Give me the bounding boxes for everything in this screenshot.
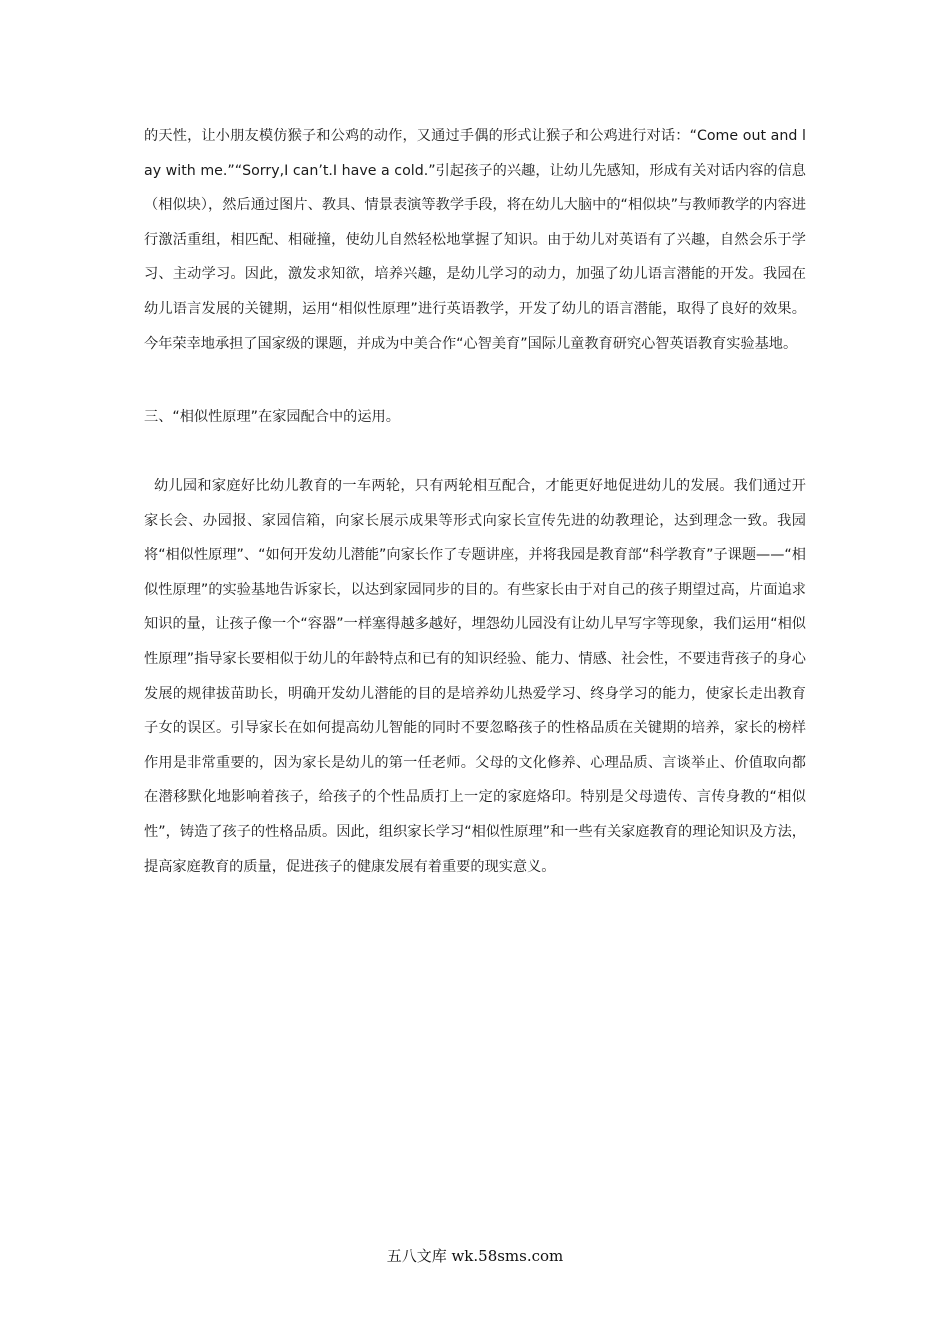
section-heading-3: 三、“相似性原理”在家园配合中的运用。 [144, 409, 400, 425]
footer-watermark: 五八文库 wk.58sms.com [386, 1247, 564, 1265]
body-paragraph-1: 的天性，让小朋友模仿猴子和公鸡的动作，又通过手偶的形式让猴子和公鸡进行对话：“Come out and lay with me.”“Sorry,I can’t.I have a cold.”引起孩子的兴趣，让幼儿先感知，形成有关对话内容的信息（相似块），然后通过图片、教具、情景表演等教学手段，将在幼儿大脑中的“相似块”与教师教学的内容进行激活重组，相匹配、相碰撞，使幼儿自然轻松地掌握了知识。由于幼儿对英语有了兴趣，自然会乐于学习、主动学习。因此，激发求知欲，培养兴趣，是幼儿学习的动力，加强了幼儿语言潜能的开发。我园在幼儿语言发展的关键期，运用“相似性原理”进行英语教学，开发了幼儿的语言潜能，取得了良好的效果。今年荣幸地承担了国家级的课题，并成为中美合作“心智美育”国际儿童教育研究心智英语教育实验基地。 [144, 128, 806, 352]
body-paragraph-2: 幼儿园和家庭好比幼儿教育的一车两轮，只有两轮相互配合，才能更好地促进幼儿的发展。我们通过开家长会、办园报、家园信箱，向家长展示成果等形式向家长宣传先进的幼教理论，达到理念一致。我园将“相似性原理”、“如何开发幼儿潜能”向家长作了专题讲座，并将我园是教育部“科学教育”子课题——“相似性原理”的实验基地告诉家长，以达到家园同步的目的。有些家长由于对自己的孩子期望过高，片面追求知识的量，让孩子像一个“容器”一样塞得越多越好，埋怨幼儿园没有让幼儿早写字等现象，我们运用“相似性原理”指导家长要相似于幼儿的年龄特点和已有的知识经验、能力、情感、社会性，不要违背孩子的身心发展的规律拔苗助长，明确开发幼儿潜能的目的是培养幼儿热爱学习、终身学习的能力，使家长走出教育子女的误区。引导家长在如何提高幼儿智能的同时不要忽略孩子的性格品质在关键期的培养，家长的榜样作用是非常重要的，因为家长是幼儿的第一任老师。父母的文化修养、心理品质、言谈举止、价值取向都在潜移默化地影响着孩子，给孩子的个性品质打上一定的家庭烙印。特别是父母遗传、言传身教的“相似性”，铸造了孩子的性格品质。因此，组织家长学习“相似性原理”和一些有关家庭教育的理论知识及方法，提高家庭教育的质量，促进孩子的健康发展有着重要的现实意义。 [144, 478, 806, 875]
